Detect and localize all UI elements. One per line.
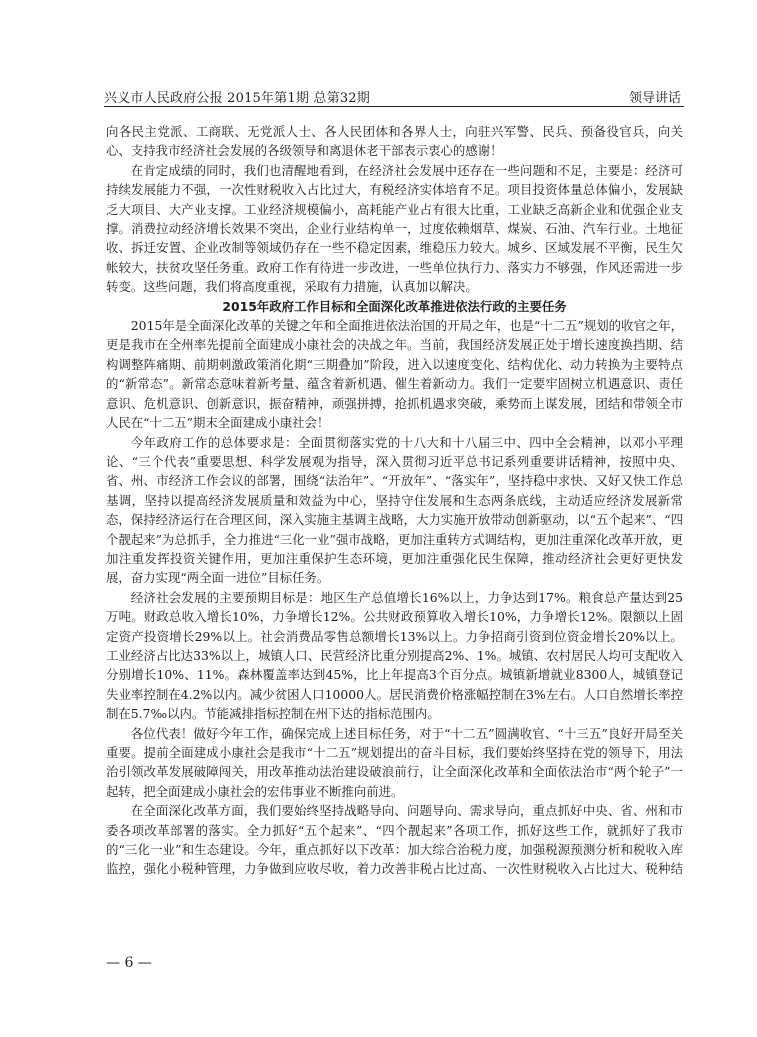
section-heading: 2015年政府工作目标和全面深化改革推进依法行政的主要任务 — [222, 298, 567, 314]
paragraph: 在肯定成绩的同时，我们也清醒地看到，在经济社会发展中还存在一些问题和不足，主要是：经济可持续发展能力不强，一次性财税收入占比过大，有税经济实体培育不足。项目投资体量总体偏小，发展缺乏大项目、大产业支撑。工业经济规模偏小，高耗能产业占有很大比重，工业缺乏高新企业和优强企业支撑。消费拉动经济增长效果不突出，企业行业结构单一，过度依赖烟草、煤炭、石油、汽车行业。土地征收、拆迁安置、企业改制等领域仍存在一些不稳定因素，维稳压力较大。城乡、区域发展不平衡，民生欠帐较大，扶贫攻坚任务重。政府工作有待进一步改进，一些单位执行力、落实力不够强，作风还需进一步转变。这些问题，我们将高度重视，采取有力措施，认真加以解决。 — [106, 162, 683, 295]
page-number: — 6 — — [106, 955, 152, 971]
paragraph: 在全面深化改革方面，我们要始终坚持战略导向、问题导向、需求导向，重点抓好中央、省、州和市委各项改革部署的落实。全力抓好“五个起来”、“四个靓起来”各项工作，抓好这些工作，就抓好了我市的“三化一业”和生态建设。今年，重点抓好以下改革：加大综合治税力度，加强税源预测分析和税收入库监控，强化小税种管理，力争做到应收尽收，着力改善非税占比过高、一次性财税收入占比过大、税种结 — [106, 803, 683, 877]
paragraph: 各位代表！做好今年工作，确保完成上述目标任务，对于“十二五”圆满收官、“十三五”良好开局至关重要。提前全面建成小康社会是我市“十二五”规划提出的奋斗目标，我们要始终坚持在党的领导下，用法治引领改革发展破障闯关，用改革推动法治建设破浪前行，让全面深化改革和全面依法治市“两个轮子”一起转，把全面建成小康社会的宏伟事业不断推向前进。 — [106, 725, 683, 799]
paragraph: 2015年是全面深化改革的关键之年和全面推进依法治国的开局之年，也是“十二五”规划的收官之年，更是我市在全州率先提前全面建成小康社会的决战之年。当前，我国经济发展正处于增长速度换挡期、结构调整阵痛期、前期刺激政策消化期“三期叠加”阶段，进入以速度变化、结构优化、动力转换为主要特点的“新常态”。新常态意味着新考量、蕴含着新机遇、催生着新动力。我们一定要牢固树立机遇意识、责任意识、危机意识、创新意识，振奋精神，顽强拼搏，抢抓机遇求突破，乘势而上谋发展，团结和带领全市人民在“十二五”期末全面建成小康社会！ — [106, 318, 683, 431]
paragraph: 向各民主党派、工商联、无党派人士、各人民团体和各界人士，向驻兴军警、民兵、预备役官兵，向关心、支持我市经济社会发展的各级领导和离退休老干部表示衷心的感谢！ — [106, 124, 683, 159]
article-body — [106, 122, 683, 882]
paragraph: 经济社会发展的主要预期目标是：地区生产总值增长16%以上，力争达到17%。粮食总产量达到25万吨。财政总收入增长10%，力争增长12%。公共财政预算收入增长10%，力争增长12%。限额以上固定资产投资增长29%以上。社会消费品零售总额增长13%以上。力争招商引资到位资金增长20%以上。工业经济占比达33%以上，城镇人口、民营经济比重分别提高2%、1%。城镇、农村居民人均可支配收入分别增长10%、11%。森林覆盖率达到45%，比上年提高3个百分点。城镇新增就业8300人，城镇登记失业率控制在4.2%以内。减少贫困人口10000人。居民消费价格涨幅控制在3%左右。人口自然增长率控制在5.7‰以内。节能减排指标控制在州下达的指标范围内。 — [106, 589, 683, 722]
paragraph: 今年政府工作的总体要求是：全面贯彻落实党的十八大和十八届三中、四中全会精神，以邓小平理论、“三个代表”重要思想、科学发展观为指导，深入贯彻习近平总书记系列重要讲话精神，按照中央、省、州、市经济工作会议的部署，围绕“法治年”、“开放年”、“落实年”，坚持稳中求快、又好又快工作总基调，坚持以提高经济发展质量和效益为中心，坚持守住发展和生态两条底线，主动适应经济发展新常态，保持经济运行在合理区间，深入实施主基调主战略，大力实施开放带动创新驱动，以“五个起来”、“四个靓起来”为总抓手，全力推进“三化一业”强市战略，更加注重转方式调结构，更加注重深化改革开放，更加注重发挥投资关键作用，更加注重保护生态环境，更加注重强化民生保障，推动经济社会更好更快发展，奋力实现“两全面一进位”目标任务。 — [106, 434, 683, 586]
journal-issue-info: 兴义市人民政府公报 2015年第1期 总第32期 — [104, 91, 370, 106]
running-header — [104, 84, 684, 107]
section-name: 领导讲话 — [628, 91, 681, 106]
